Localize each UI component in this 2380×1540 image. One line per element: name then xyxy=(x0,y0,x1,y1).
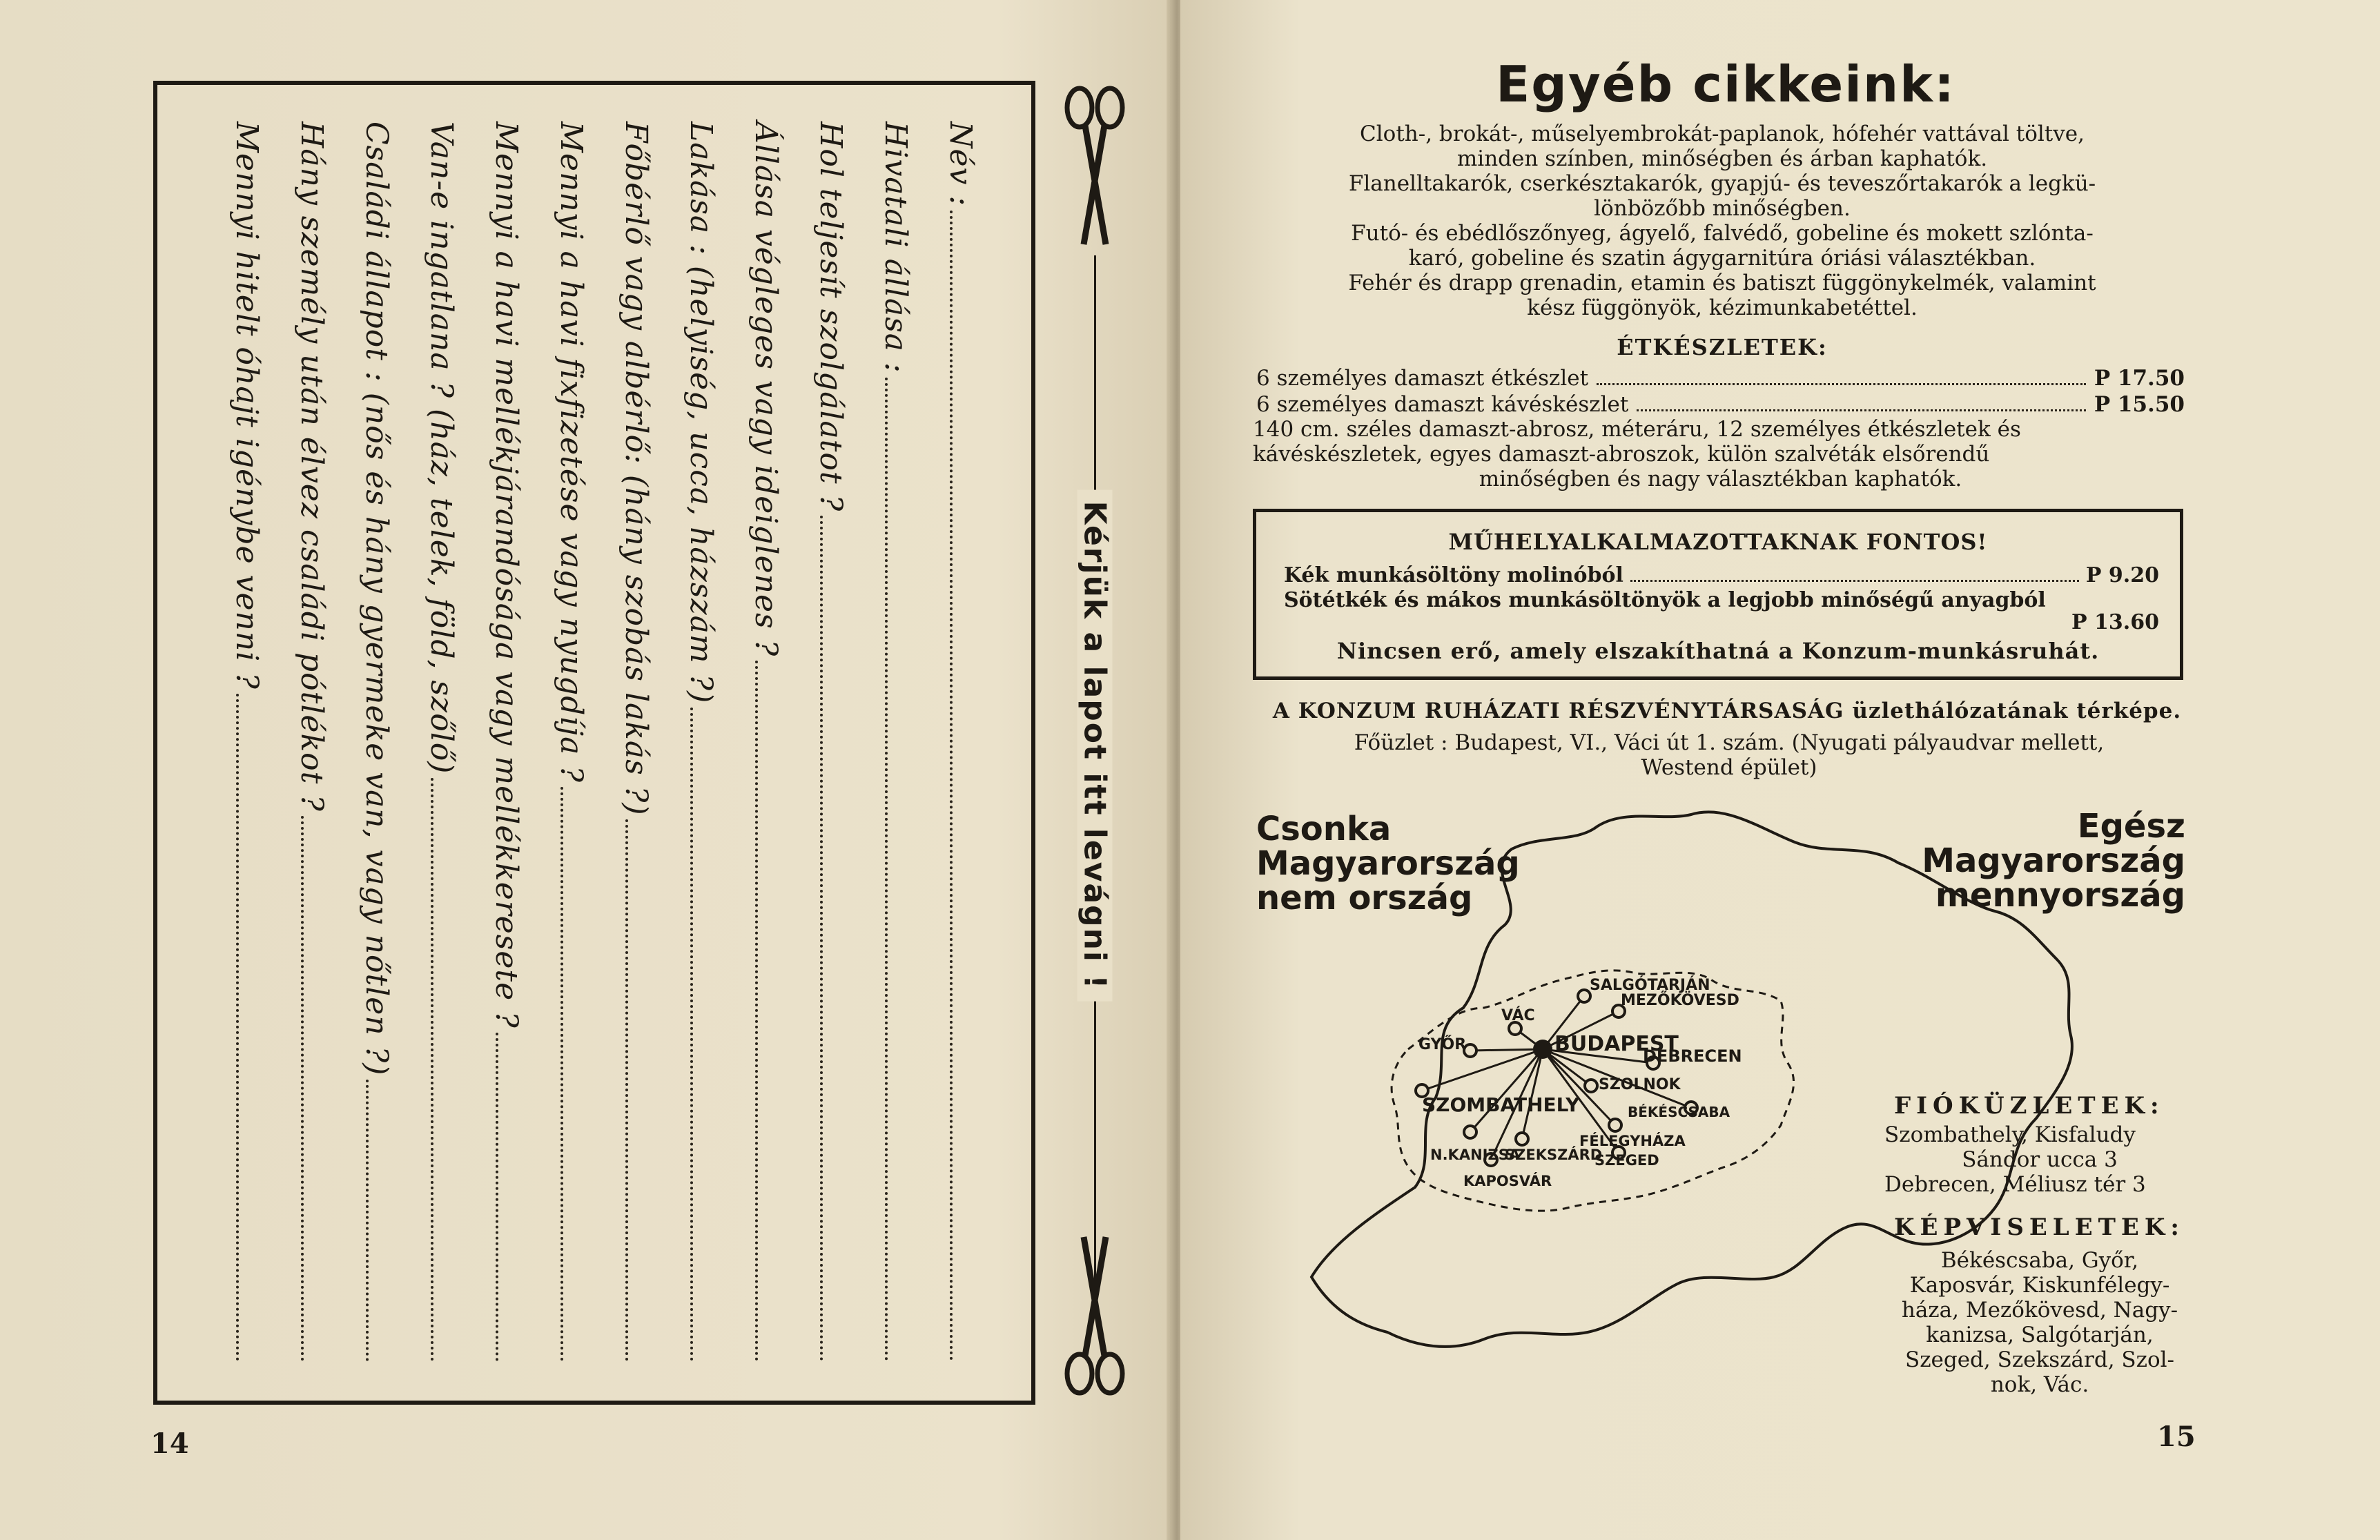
price-row: 6 személyes damaszt kávéskészlet P 15.50 xyxy=(1256,392,2185,417)
fill-line xyxy=(690,708,693,1361)
form-field-tenancy[interactable]: Főbérlő vagy albérlő: (hány szobás lakás ?) xyxy=(618,121,674,1361)
branches-heading: FIÓKÜZLETEK: xyxy=(1894,1092,2165,1120)
form-field-credit-amount[interactable]: Mennyi hitelt óhajt igénybe venni ? xyxy=(229,121,284,1361)
left-page xyxy=(0,0,1173,1540)
form-field-job-status[interactable]: Állása végleges vagy ideiglenes ? xyxy=(748,121,803,1361)
fill-line xyxy=(950,211,953,1361)
city-label: SZOLNOK xyxy=(1599,1076,1681,1093)
page-title: Egyéb cikkeink: xyxy=(1496,55,1955,113)
workers-notice-box xyxy=(1253,509,2183,680)
sets-description: 140 cm. széles damaszt-abrosz, méteráru, 12 személyes étkészletek és kávéskészletek, egyes damaszt-abroszok, külön szalvéták elsőrendű minőségben és nagy választékban kaphatók. xyxy=(1253,417,2021,491)
cut-instruction: Kérjük a lapot itt levágni ! xyxy=(1077,490,1113,1002)
city-label: GYŐR xyxy=(1418,1036,1467,1053)
price-row: P 13.60 xyxy=(2071,610,2159,634)
form-field-family-status[interactable]: Családi állapot : (nős és hány gyermeke van, vagy nőtlen ?) xyxy=(359,121,414,1361)
fill-line xyxy=(625,819,628,1361)
form-field-address[interactable]: Lakása : (helyiség, ucca, házszám ?) xyxy=(683,121,739,1361)
fill-line xyxy=(366,1080,369,1361)
form-field-service-place[interactable]: Hol teljesít szolgálatot ? xyxy=(813,121,868,1361)
scissors-icon xyxy=(1060,81,1129,247)
form-field-family-allowance[interactable]: Hány személy után élvez családi pótlékot ? xyxy=(294,121,349,1361)
price-row: Kék munkásöltöny molinóból P 9.20 xyxy=(1284,563,2159,587)
form-field-position[interactable]: Hivatali állása : xyxy=(878,121,933,1361)
credit-application-form xyxy=(153,81,1035,1405)
fill-line xyxy=(885,378,888,1361)
fill-line xyxy=(236,694,239,1361)
city-label: VÁC xyxy=(1501,1007,1535,1024)
city-label: MEZŐKÖVESD xyxy=(1621,992,1739,1009)
fill-line xyxy=(431,778,433,1361)
city-label: BUDAPEST xyxy=(1554,1032,1679,1056)
form-field-property[interactable]: Van-e ingatlana ? (ház, telek, föld, szőlő) xyxy=(424,121,479,1361)
form-field-extra-income[interactable]: Mennyi a havi mellékjárandósága vagy mellékkeresete ? xyxy=(489,121,544,1361)
products-description: Cloth-, brokát-, műselyembrokát-paplanok, hófehér vattával töltve, minden színben, minőségben és árban kaphatók. Flanelltakarók, cserkésztakarók, gyapjú- és teveszőrtakarók a legkü- lönbözőbb minőségben. Futó- és ebédlőszőnyeg, ágyelő, falvédő, gobeline és mokett szlónta- karó, gobeline és szatin ágygarnitúra óriási választékban. Fehér és drapp grenadin, etamin és batiszt függönykelmék, valamint kész függönyök, kézimunkabetéttel. xyxy=(1348,121,2096,320)
page-number: 15 xyxy=(2157,1421,2196,1453)
form-field-salary[interactable]: Mennyi a havi fixfizetése vagy nyugdíja ? xyxy=(554,121,609,1361)
slogan-right: Egész Magyarország mennyország xyxy=(1922,807,2185,915)
fill-line xyxy=(496,1033,498,1361)
sets-heading: ÉTKÉSZLETEK: xyxy=(1617,334,1828,360)
city-label: BÉKÉSCSABA xyxy=(1628,1104,1730,1120)
workers-heading: MŰHELYALKALMAZOTTAKNAK FONTOS! xyxy=(1448,529,1988,555)
fill-line xyxy=(301,816,304,1361)
city-label: DEBRECEN xyxy=(1643,1046,1742,1066)
city-label: SALGÓTARJÁN xyxy=(1590,977,1710,994)
form-rotated-content xyxy=(170,108,1019,1378)
price-row: 6 személyes damaszt étkészlet P 17.50 xyxy=(1256,366,2185,391)
city-label: SZEKSZÁRD xyxy=(1505,1147,1603,1163)
page-number: 14 xyxy=(150,1427,189,1460)
fill-line xyxy=(820,516,823,1361)
workers-footer: Nincsen erő, amely elszakíthatná a Konzum-munkásruhát. xyxy=(1336,638,2100,664)
representatives-list: Békéscsaba, Győr, Kaposvár, Kiskunfélegy- háza, Mezőkövesd, Nagy- kanizsa, Salgótarján, Szeged, Szekszárd, Szol- nok, Vác. xyxy=(1901,1248,2178,1397)
city-label: KAPOSVÁR xyxy=(1463,1173,1552,1189)
branches-list: Szombathely, Kisfaludy Sándor ucca 3 Debrecen, Méliusz tér 3 xyxy=(1884,1122,2146,1197)
city-label: SZOMBATHELY xyxy=(1422,1093,1580,1116)
scissors-icon xyxy=(1060,1234,1129,1400)
city-label: N.KANIZSA xyxy=(1430,1147,1521,1163)
main-store-address: Főüzlet : Budapest, VI., Váci út 1. szám. (Nyugati pályaudvar mellett, Westend épület) xyxy=(1354,730,2105,780)
price-row: Sötétkék és mákos munkásöltönyök a legjobb minőségű anyagból xyxy=(1284,588,2046,612)
representatives-heading: KÉPVISELETEK: xyxy=(1894,1214,2185,1241)
form-field-name[interactable]: Név : xyxy=(943,121,998,1361)
city-label: FÉLEGYHÁZA xyxy=(1579,1133,1686,1149)
map-title: A KONZUM RUHÁZATI RÉSZVÉNYTÁRSASÁG üzlethálózatának térképe. xyxy=(1272,699,2182,723)
fill-line xyxy=(560,787,563,1361)
slogan-left: Csonka Magyarország nem ország xyxy=(1256,810,1520,917)
city-label: SZEGED xyxy=(1594,1152,1659,1169)
fill-line xyxy=(755,661,758,1361)
